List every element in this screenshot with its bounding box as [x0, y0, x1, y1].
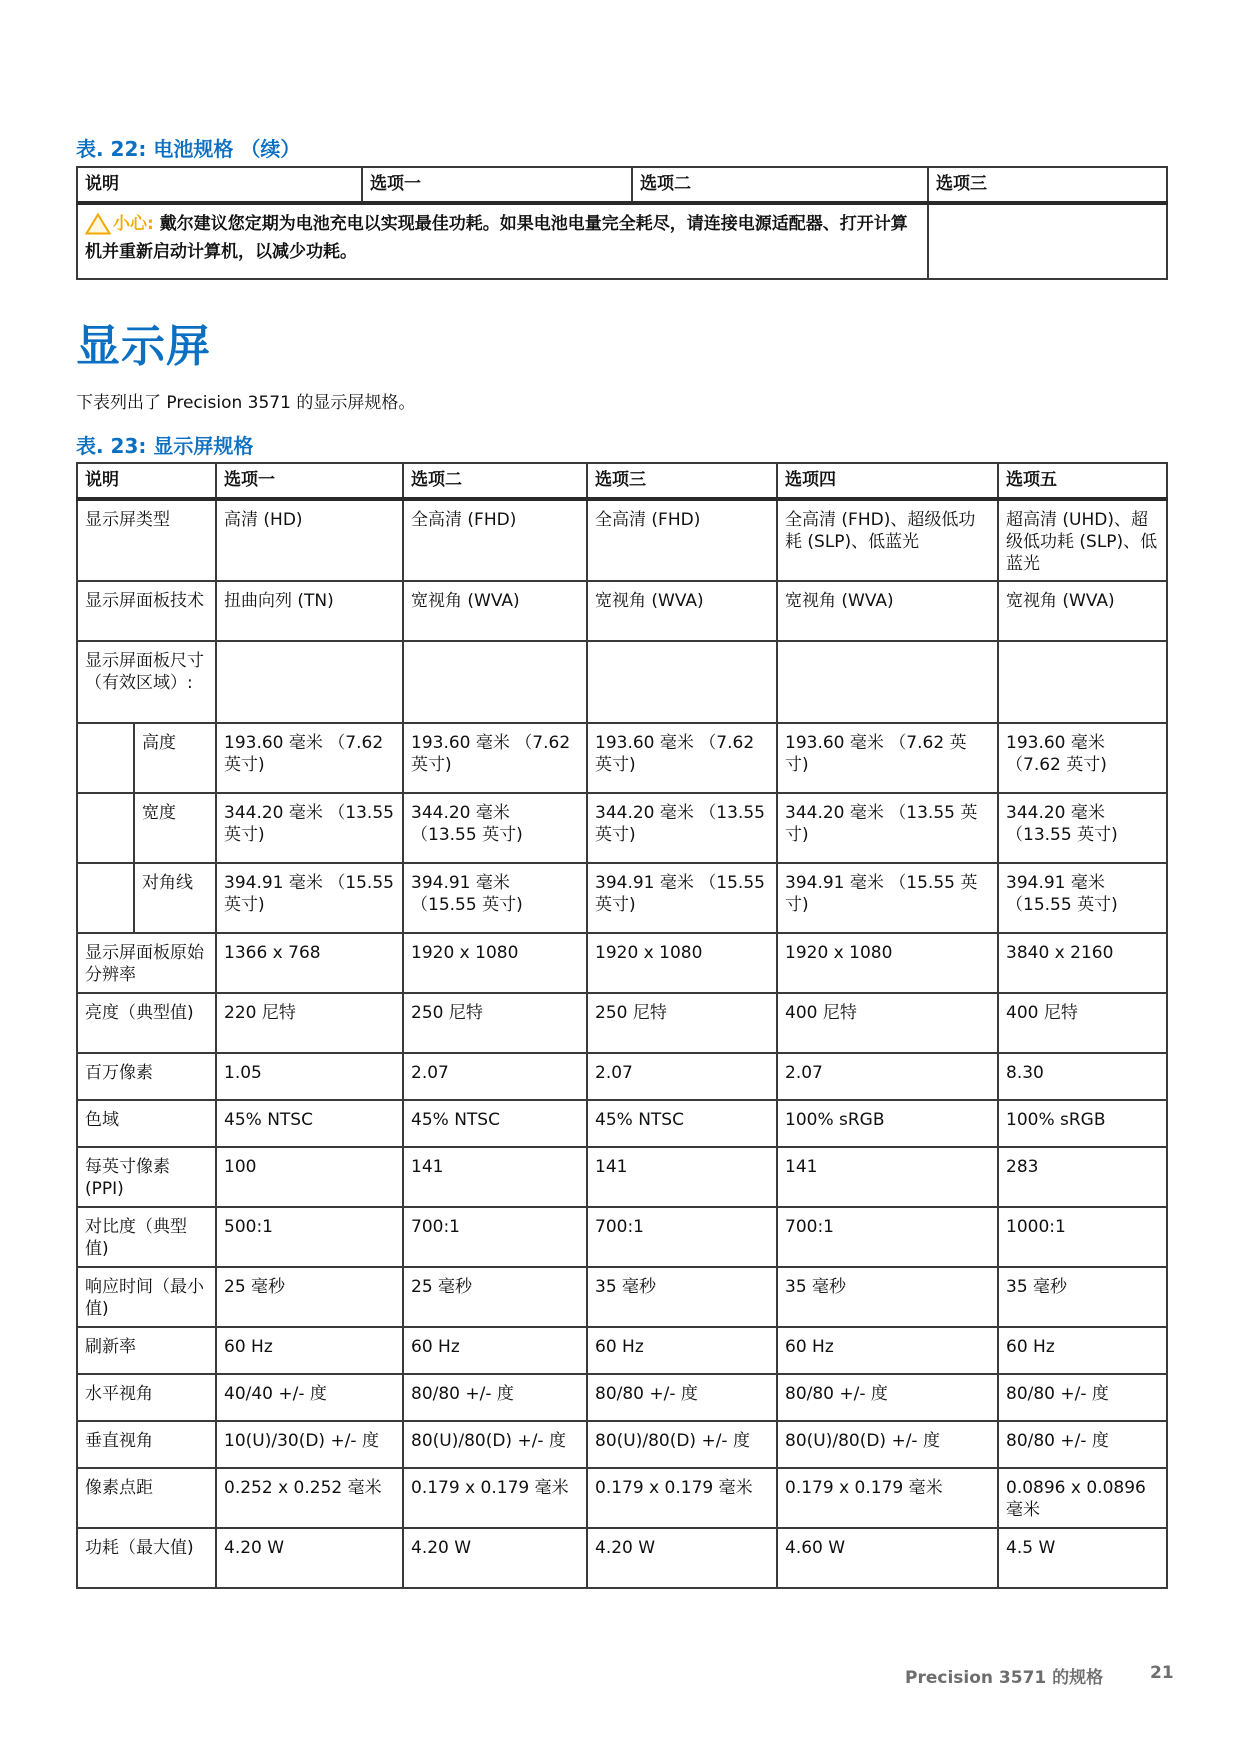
table-cell: 0.179 x 0.179 毫米 [777, 1468, 998, 1528]
table-cell: 4.20 W [403, 1528, 587, 1588]
table-cell: 193.60 毫米 （7.62 英寸) [587, 723, 777, 793]
table-cell: 1000:1 [998, 1207, 1167, 1267]
table-header: 说明 [77, 167, 362, 203]
table-cell: 193.60 毫米 （7.62 英寸) [216, 723, 403, 793]
table-cell: 500:1 [216, 1207, 403, 1267]
table-header: 选项五 [998, 463, 1167, 499]
table-cell: 0.252 x 0.252 毫米 [216, 1468, 403, 1528]
table-cell: 1366 x 768 [216, 933, 403, 993]
table-header: 选项二 [403, 463, 587, 499]
battery-spec-table [76, 166, 1168, 280]
table-cell: 400 尼特 [998, 993, 1167, 1053]
table-cell: 1920 x 1080 [403, 933, 587, 993]
table-row [77, 1147, 1167, 1207]
table-cell: 全高清 (FHD)、超级低功耗 (SLP)、低蓝光 [777, 499, 998, 581]
table-cell: 220 尼特 [216, 993, 403, 1053]
row-label: 宽度 [134, 793, 216, 863]
table-row [77, 1100, 1167, 1147]
table-cell: 0.0896 x 0.0896 毫米 [998, 1468, 1167, 1528]
table-cell: 超高清 (UHD)、超级低功耗 (SLP)、低蓝光 [998, 499, 1167, 581]
table-cell [587, 641, 777, 723]
table-cell: 1920 x 1080 [587, 933, 777, 993]
table-cell: 宽视角 (WVA) [403, 581, 587, 641]
table-cell: 8.30 [998, 1053, 1167, 1100]
table-cell: 4.20 W [216, 1528, 403, 1588]
table-cell: 4.60 W [777, 1528, 998, 1588]
indent-cell [77, 863, 134, 933]
row-label: 像素点距 [77, 1468, 216, 1528]
table-cell: 25 毫秒 [216, 1267, 403, 1327]
table-cell: 1920 x 1080 [777, 933, 998, 993]
caution-text: 戴尔建议您定期为电池充电以实现最佳功耗。如果电池电量完全耗尽，请连接电源适配器、打开计算机并重新启动计算机，以减少功耗。 [85, 214, 908, 262]
table-cell: 宽视角 (WVA) [777, 581, 998, 641]
row-label: 对比度（典型值) [77, 1207, 216, 1267]
row-label: 色域 [77, 1100, 216, 1147]
table-header: 选项三 [928, 167, 1167, 203]
intro-text: 下表列出了 Precision 3571 的显示屏规格。 [76, 393, 416, 413]
table-cell: 1.05 [216, 1053, 403, 1100]
table-cell: 193.60 毫米 （7.62 英寸) [403, 723, 587, 793]
table-cell: 4.20 W [587, 1528, 777, 1588]
caution-label: 小心: [113, 214, 154, 234]
table-row [77, 933, 1167, 993]
row-label: 垂直视角 [77, 1421, 216, 1468]
row-label: 水平视角 [77, 1374, 216, 1421]
table-cell: 80/80 +/- 度 [998, 1374, 1167, 1421]
table-header: 选项一 [362, 167, 632, 203]
empty-cell [928, 203, 1167, 279]
indent-cell [77, 793, 134, 863]
warning-triangle-icon [85, 213, 111, 241]
table-cell: 100% sRGB [777, 1100, 998, 1147]
table-row [77, 793, 1167, 863]
table-cell: 10(U)/30(D) +/- 度 [216, 1421, 403, 1468]
table-row [77, 1468, 1167, 1528]
table-row [77, 581, 1167, 641]
table-header: 选项二 [632, 167, 928, 203]
table-cell: 2.07 [777, 1053, 998, 1100]
table-cell: 0.179 x 0.179 毫米 [403, 1468, 587, 1528]
row-label: 显示屏类型 [77, 499, 216, 581]
table-cell [216, 641, 403, 723]
table-cell: 80(U)/80(D) +/- 度 [403, 1421, 587, 1468]
table-cell: 344.20 毫米 （13.55 英寸) [216, 793, 403, 863]
table-cell: 193.60 毫米 （7.62 英寸) [777, 723, 998, 793]
page-number: 21 [1150, 1663, 1174, 1683]
table-cell: 394.91 毫米 （15.55 英寸) [216, 863, 403, 933]
table-header: 选项四 [777, 463, 998, 499]
row-label: 显示屏面板原始分辨率 [77, 933, 216, 993]
display-spec-table [76, 462, 1168, 1589]
table-cell: 高清 (HD) [216, 499, 403, 581]
table-cell: 60 Hz [998, 1327, 1167, 1374]
table-cell: 60 Hz [403, 1327, 587, 1374]
table-cell: 141 [777, 1147, 998, 1207]
row-label: 显示屏面板尺寸（有效区域）: [77, 641, 216, 723]
table-22-caption: 表. 22: 电池规格 （续） [76, 137, 301, 161]
table-cell: 344.20 毫米 （13.55 英寸) [998, 793, 1167, 863]
table-cell: 35 毫秒 [777, 1267, 998, 1327]
table-cell: 80(U)/80(D) +/- 度 [777, 1421, 998, 1468]
table-23-caption: 表. 23: 显示屏规格 [76, 434, 254, 458]
table-cell: 3840 x 2160 [998, 933, 1167, 993]
table-cell: 700:1 [587, 1207, 777, 1267]
table-cell: 25 毫秒 [403, 1267, 587, 1327]
table-row [77, 1528, 1167, 1588]
row-label: 功耗（最大值) [77, 1528, 216, 1588]
table-cell: 100% sRGB [998, 1100, 1167, 1147]
table-cell: 35 毫秒 [587, 1267, 777, 1327]
table-header: 选项一 [216, 463, 403, 499]
table-cell: 45% NTSC [587, 1100, 777, 1147]
table-cell: 394.91 毫米 （15.55 英寸) [777, 863, 998, 933]
row-label: 响应时间（最小值) [77, 1267, 216, 1327]
table-cell: 宽视角 (WVA) [998, 581, 1167, 641]
table-cell: 193.60 毫米 （7.62 英寸) [998, 723, 1167, 793]
table-cell: 40/40 +/- 度 [216, 1374, 403, 1421]
table-cell: 2.07 [587, 1053, 777, 1100]
table-row [77, 993, 1167, 1053]
table-cell: 0.179 x 0.179 毫米 [587, 1468, 777, 1528]
table-row [77, 1053, 1167, 1100]
table-cell: 141 [403, 1147, 587, 1207]
table-cell: 700:1 [777, 1207, 998, 1267]
table-cell: 80(U)/80(D) +/- 度 [587, 1421, 777, 1468]
table-cell: 60 Hz [587, 1327, 777, 1374]
table-cell: 扭曲向列 (TN) [216, 581, 403, 641]
table-cell: 250 尼特 [587, 993, 777, 1053]
table-cell: 4.5 W [998, 1528, 1167, 1588]
table-row [77, 1267, 1167, 1327]
table-row [77, 1421, 1167, 1468]
table-row [77, 1207, 1167, 1267]
table-cell: 141 [587, 1147, 777, 1207]
table-cell: 60 Hz [777, 1327, 998, 1374]
table-cell: 283 [998, 1147, 1167, 1207]
table-row [77, 1374, 1167, 1421]
table-header: 选项三 [587, 463, 777, 499]
table-cell: 250 尼特 [403, 993, 587, 1053]
table-cell: 394.91 毫米 （15.55 英寸) [587, 863, 777, 933]
table-cell: 全高清 (FHD) [587, 499, 777, 581]
footer-title: Precision 3571 的规格 [905, 1668, 1104, 1688]
table-cell: 344.20 毫米 （13.55 英寸) [777, 793, 998, 863]
table-cell: 60 Hz [216, 1327, 403, 1374]
table-cell: 400 尼特 [777, 993, 998, 1053]
row-label: 刷新率 [77, 1327, 216, 1374]
table-cell: 700:1 [403, 1207, 587, 1267]
table-row [77, 499, 1167, 581]
table-cell [777, 641, 998, 723]
table-cell: 100 [216, 1147, 403, 1207]
table-cell [403, 641, 587, 723]
table-cell: 2.07 [403, 1053, 587, 1100]
table-cell: 45% NTSC [403, 1100, 587, 1147]
table-cell: 全高清 (FHD) [403, 499, 587, 581]
table-cell: 35 毫秒 [998, 1267, 1167, 1327]
row-label: 百万像素 [77, 1053, 216, 1100]
section-title: 显示屏 [76, 321, 211, 372]
caution-note [77, 203, 928, 279]
row-label: 显示屏面板技术 [77, 581, 216, 641]
table-cell: 344.20 毫米 （13.55 英寸) [587, 793, 777, 863]
table-row [77, 1327, 1167, 1374]
table-cell: 80/80 +/- 度 [403, 1374, 587, 1421]
table-cell: 45% NTSC [216, 1100, 403, 1147]
row-label: 高度 [134, 723, 216, 793]
table-cell: 80/80 +/- 度 [777, 1374, 998, 1421]
table-cell: 344.20 毫米 （13.55 英寸) [403, 793, 587, 863]
row-label: 对角线 [134, 863, 216, 933]
table-row [77, 863, 1167, 933]
table-cell: 394.91 毫米 （15.55 英寸) [998, 863, 1167, 933]
table-header: 说明 [77, 463, 216, 499]
row-label: 每英寸像素 (PPI) [77, 1147, 216, 1207]
table-row [77, 641, 1167, 723]
indent-cell [77, 723, 134, 793]
table-cell: 宽视角 (WVA) [587, 581, 777, 641]
table-cell: 80/80 +/- 度 [587, 1374, 777, 1421]
table-cell: 80/80 +/- 度 [998, 1421, 1167, 1468]
row-label: 亮度（典型值) [77, 993, 216, 1053]
table-cell: 394.91 毫米 （15.55 英寸) [403, 863, 587, 933]
table-row [77, 723, 1167, 793]
table-cell [998, 641, 1167, 723]
